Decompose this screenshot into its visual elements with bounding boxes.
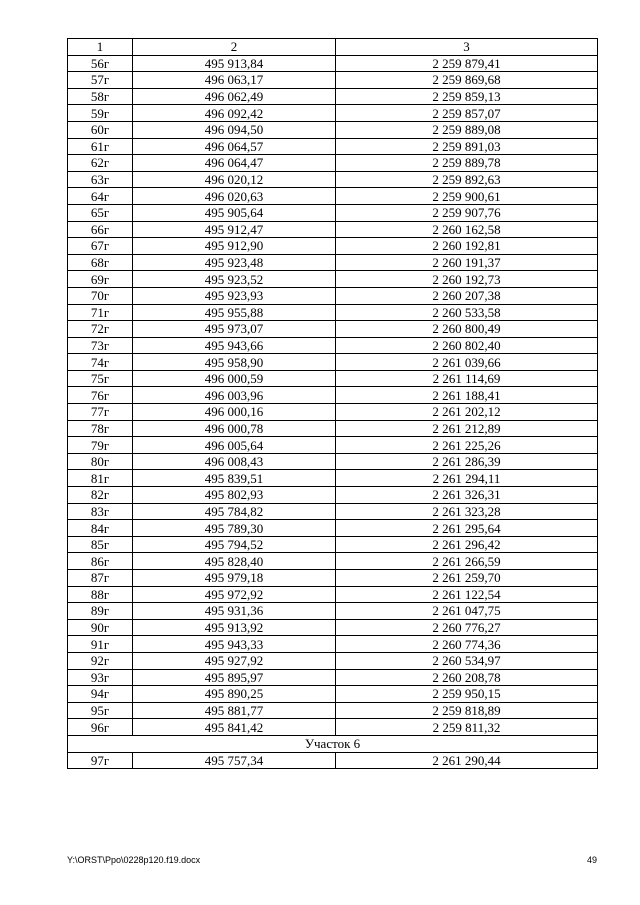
y-coordinate-cell: 2 261 296,42 bbox=[336, 536, 598, 553]
point-id-cell: 69г bbox=[68, 271, 133, 288]
y-coordinate-cell: 2 261 212,89 bbox=[336, 420, 598, 437]
header-cell: 2 bbox=[133, 39, 336, 56]
point-id-cell: 57г bbox=[68, 72, 133, 89]
x-coordinate-cell: 495 905,64 bbox=[133, 204, 336, 221]
table-row bbox=[68, 520, 598, 537]
point-id-cell: 79г bbox=[68, 437, 133, 454]
table-row bbox=[68, 652, 598, 669]
table-row bbox=[68, 619, 598, 636]
table-row bbox=[68, 370, 598, 387]
y-coordinate-cell: 2 260 774,36 bbox=[336, 636, 598, 653]
x-coordinate-cell: 496 092,42 bbox=[133, 105, 336, 122]
point-id-cell: 70г bbox=[68, 287, 133, 304]
x-coordinate-cell: 496 000,16 bbox=[133, 404, 336, 421]
point-id-cell: 71г bbox=[68, 304, 133, 321]
table-row bbox=[68, 487, 598, 504]
point-id-cell: 93г bbox=[68, 669, 133, 686]
coordinates-table bbox=[67, 38, 598, 769]
table-row bbox=[68, 586, 598, 603]
x-coordinate-cell: 495 794,52 bbox=[133, 536, 336, 553]
y-coordinate-cell: 2 261 114,69 bbox=[336, 370, 598, 387]
point-id-cell: 82г bbox=[68, 487, 133, 504]
y-coordinate-cell: 2 261 039,66 bbox=[336, 354, 598, 371]
y-coordinate-cell: 2 259 857,07 bbox=[336, 105, 598, 122]
footer-file-path: Y:\ORST\Ppo\0228p120.f19.docx bbox=[67, 855, 201, 865]
y-coordinate-cell: 2 261 266,59 bbox=[336, 553, 598, 570]
x-coordinate-cell: 495 923,52 bbox=[133, 271, 336, 288]
x-coordinate-cell: 496 008,43 bbox=[133, 453, 336, 470]
x-coordinate-cell: 496 003,96 bbox=[133, 387, 336, 404]
table-row bbox=[68, 188, 598, 205]
table-row bbox=[68, 719, 598, 736]
y-coordinate-cell: 2 261 259,70 bbox=[336, 570, 598, 587]
table-row bbox=[68, 287, 598, 304]
y-coordinate-cell: 2 259 879,41 bbox=[336, 55, 598, 72]
x-coordinate-cell: 495 973,07 bbox=[133, 321, 336, 338]
x-coordinate-cell: 495 912,90 bbox=[133, 238, 336, 255]
x-coordinate-cell: 496 020,63 bbox=[133, 188, 336, 205]
y-coordinate-cell: 2 259 889,08 bbox=[336, 121, 598, 138]
y-coordinate-cell: 2 259 811,32 bbox=[336, 719, 598, 736]
table-row bbox=[68, 752, 598, 769]
table-row bbox=[68, 88, 598, 105]
x-coordinate-cell: 495 839,51 bbox=[133, 470, 336, 487]
table-row bbox=[68, 155, 598, 172]
point-id-cell: 63г bbox=[68, 171, 133, 188]
x-coordinate-cell: 495 802,93 bbox=[133, 487, 336, 504]
point-id-cell: 96г bbox=[68, 719, 133, 736]
point-id-cell: 80г bbox=[68, 453, 133, 470]
y-coordinate-cell: 2 259 889,78 bbox=[336, 155, 598, 172]
table-row bbox=[68, 503, 598, 520]
table-row bbox=[68, 453, 598, 470]
point-id-cell: 73г bbox=[68, 337, 133, 354]
table-row bbox=[68, 669, 598, 686]
point-id-cell: 85г bbox=[68, 536, 133, 553]
point-id-cell: 74г bbox=[68, 354, 133, 371]
section-title: Участок 6 bbox=[68, 735, 598, 752]
x-coordinate-cell: 496 063,17 bbox=[133, 72, 336, 89]
y-coordinate-cell: 2 260 776,27 bbox=[336, 619, 598, 636]
x-coordinate-cell: 495 890,25 bbox=[133, 686, 336, 703]
table-row bbox=[68, 204, 598, 221]
point-id-cell: 81г bbox=[68, 470, 133, 487]
table-row bbox=[68, 55, 598, 72]
point-id-cell: 72г bbox=[68, 321, 133, 338]
point-id-cell: 95г bbox=[68, 702, 133, 719]
x-coordinate-cell: 495 958,90 bbox=[133, 354, 336, 371]
x-coordinate-cell: 495 828,40 bbox=[133, 553, 336, 570]
point-id-cell: 64г bbox=[68, 188, 133, 205]
x-coordinate-cell: 496 000,78 bbox=[133, 420, 336, 437]
table-row bbox=[68, 437, 598, 454]
table-row bbox=[68, 238, 598, 255]
y-coordinate-cell: 2 261 286,39 bbox=[336, 453, 598, 470]
y-coordinate-cell: 2 260 191,37 bbox=[336, 254, 598, 271]
y-coordinate-cell: 2 260 162,58 bbox=[336, 221, 598, 238]
header-cell: 3 bbox=[336, 39, 598, 56]
x-coordinate-cell: 495 789,30 bbox=[133, 520, 336, 537]
y-coordinate-cell: 2 260 192,73 bbox=[336, 271, 598, 288]
x-coordinate-cell: 495 927,92 bbox=[133, 652, 336, 669]
point-id-cell: 86г bbox=[68, 553, 133, 570]
y-coordinate-cell: 2 260 802,40 bbox=[336, 337, 598, 354]
y-coordinate-cell: 2 260 533,58 bbox=[336, 304, 598, 321]
x-coordinate-cell: 495 895,97 bbox=[133, 669, 336, 686]
point-id-cell: 83г bbox=[68, 503, 133, 520]
table-row bbox=[68, 536, 598, 553]
y-coordinate-cell: 2 261 047,75 bbox=[336, 603, 598, 620]
table-row bbox=[68, 171, 598, 188]
y-coordinate-cell: 2 259 907,76 bbox=[336, 204, 598, 221]
y-coordinate-cell: 2 260 192,81 bbox=[336, 238, 598, 255]
y-coordinate-cell: 2 261 202,12 bbox=[336, 404, 598, 421]
header-cell: 1 bbox=[68, 39, 133, 56]
point-id-cell: 87г bbox=[68, 570, 133, 587]
table-row bbox=[68, 321, 598, 338]
y-coordinate-cell: 2 259 869,68 bbox=[336, 72, 598, 89]
x-coordinate-cell: 495 757,34 bbox=[133, 752, 336, 769]
point-id-cell: 88г bbox=[68, 586, 133, 603]
y-coordinate-cell: 2 259 900,61 bbox=[336, 188, 598, 205]
x-coordinate-cell: 495 923,48 bbox=[133, 254, 336, 271]
table-row bbox=[68, 636, 598, 653]
table-row bbox=[68, 254, 598, 271]
point-id-cell: 75г bbox=[68, 370, 133, 387]
table-row bbox=[68, 420, 598, 437]
y-coordinate-cell: 2 261 295,64 bbox=[336, 520, 598, 537]
x-coordinate-cell: 495 913,84 bbox=[133, 55, 336, 72]
x-coordinate-cell: 495 931,36 bbox=[133, 603, 336, 620]
page-number: 49 bbox=[586, 855, 597, 865]
coordinates-table-body bbox=[68, 39, 598, 769]
x-coordinate-cell: 495 923,93 bbox=[133, 287, 336, 304]
table-row bbox=[68, 271, 598, 288]
point-id-cell: 66г bbox=[68, 221, 133, 238]
y-coordinate-cell: 2 261 326,31 bbox=[336, 487, 598, 504]
point-id-cell: 84г bbox=[68, 520, 133, 537]
x-coordinate-cell: 495 784,82 bbox=[133, 503, 336, 520]
point-id-cell: 59г bbox=[68, 105, 133, 122]
point-id-cell: 97г bbox=[68, 752, 133, 769]
x-coordinate-cell: 495 913,92 bbox=[133, 619, 336, 636]
y-coordinate-cell: 2 259 818,89 bbox=[336, 702, 598, 719]
table-row bbox=[68, 603, 598, 620]
x-coordinate-cell: 496 094,50 bbox=[133, 121, 336, 138]
table-row bbox=[68, 470, 598, 487]
y-coordinate-cell: 2 259 892,63 bbox=[336, 171, 598, 188]
table-row bbox=[68, 404, 598, 421]
table-row bbox=[68, 702, 598, 719]
y-coordinate-cell: 2 261 188,41 bbox=[336, 387, 598, 404]
x-coordinate-cell: 495 972,92 bbox=[133, 586, 336, 603]
point-id-cell: 67г bbox=[68, 238, 133, 255]
point-id-cell: 91г bbox=[68, 636, 133, 653]
table-row bbox=[68, 337, 598, 354]
point-id-cell: 56г bbox=[68, 55, 133, 72]
point-id-cell: 78г bbox=[68, 420, 133, 437]
x-coordinate-cell: 495 881,77 bbox=[133, 702, 336, 719]
x-coordinate-cell: 496 064,47 bbox=[133, 155, 336, 172]
point-id-cell: 76г bbox=[68, 387, 133, 404]
x-coordinate-cell: 496 064,57 bbox=[133, 138, 336, 155]
table-row bbox=[68, 553, 598, 570]
x-coordinate-cell: 495 912,47 bbox=[133, 221, 336, 238]
x-coordinate-cell: 495 841,42 bbox=[133, 719, 336, 736]
x-coordinate-cell: 495 943,33 bbox=[133, 636, 336, 653]
x-coordinate-cell: 496 005,64 bbox=[133, 437, 336, 454]
y-coordinate-cell: 2 260 800,49 bbox=[336, 321, 598, 338]
y-coordinate-cell: 2 261 225,26 bbox=[336, 437, 598, 454]
point-id-cell: 65г bbox=[68, 204, 133, 221]
point-id-cell: 90г bbox=[68, 619, 133, 636]
table-row bbox=[68, 72, 598, 89]
point-id-cell: 92г bbox=[68, 652, 133, 669]
section-row bbox=[68, 735, 598, 752]
y-coordinate-cell: 2 261 323,28 bbox=[336, 503, 598, 520]
table-row bbox=[68, 138, 598, 155]
y-coordinate-cell: 2 259 891,03 bbox=[336, 138, 598, 155]
header-row bbox=[68, 39, 598, 56]
point-id-cell: 62г bbox=[68, 155, 133, 172]
y-coordinate-cell: 2 261 122,54 bbox=[336, 586, 598, 603]
point-id-cell: 68г bbox=[68, 254, 133, 271]
table-row bbox=[68, 221, 598, 238]
x-coordinate-cell: 495 955,88 bbox=[133, 304, 336, 321]
x-coordinate-cell: 496 062,49 bbox=[133, 88, 336, 105]
point-id-cell: 94г bbox=[68, 686, 133, 703]
point-id-cell: 60г bbox=[68, 121, 133, 138]
x-coordinate-cell: 496 020,12 bbox=[133, 171, 336, 188]
x-coordinate-cell: 496 000,59 bbox=[133, 370, 336, 387]
point-id-cell: 61г bbox=[68, 138, 133, 155]
table-row bbox=[68, 570, 598, 587]
y-coordinate-cell: 2 260 208,78 bbox=[336, 669, 598, 686]
point-id-cell: 77г bbox=[68, 404, 133, 421]
table-row bbox=[68, 304, 598, 321]
y-coordinate-cell: 2 260 534,97 bbox=[336, 652, 598, 669]
y-coordinate-cell: 2 261 294,11 bbox=[336, 470, 598, 487]
point-id-cell: 89г bbox=[68, 603, 133, 620]
y-coordinate-cell: 2 259 950,15 bbox=[336, 686, 598, 703]
y-coordinate-cell: 2 259 859,13 bbox=[336, 88, 598, 105]
table-row bbox=[68, 387, 598, 404]
point-id-cell: 58г bbox=[68, 88, 133, 105]
table-row bbox=[68, 354, 598, 371]
table-row bbox=[68, 121, 598, 138]
y-coordinate-cell: 2 260 207,38 bbox=[336, 287, 598, 304]
y-coordinate-cell: 2 261 290,44 bbox=[336, 752, 598, 769]
table-row bbox=[68, 686, 598, 703]
table-row bbox=[68, 105, 598, 122]
x-coordinate-cell: 495 979,18 bbox=[133, 570, 336, 587]
x-coordinate-cell: 495 943,66 bbox=[133, 337, 336, 354]
